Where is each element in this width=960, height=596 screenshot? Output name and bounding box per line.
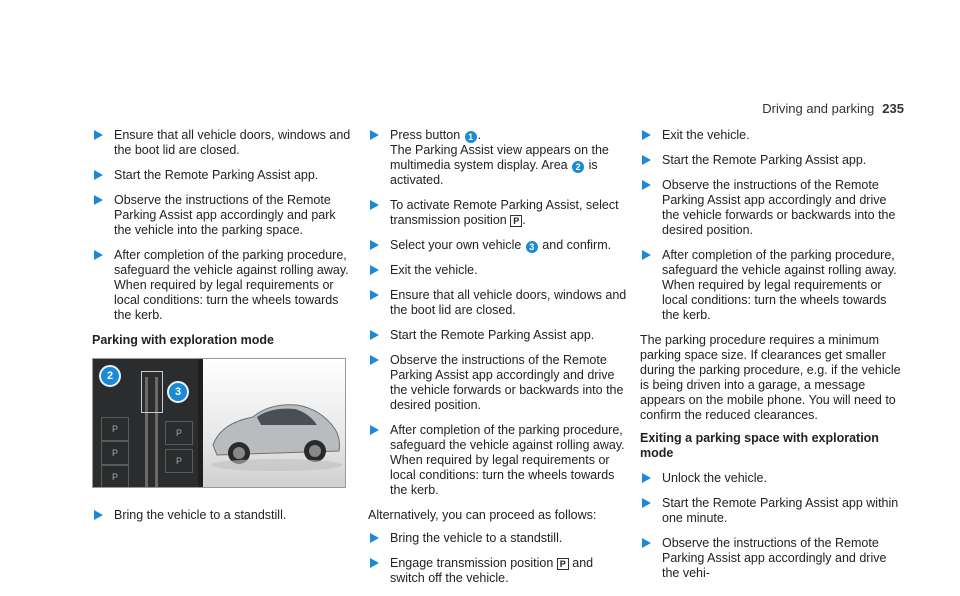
parking-slot: P bbox=[101, 441, 129, 465]
step-item: After completion of the parking procedure, safeguard the vehicle against rolling away. When required by legal requirements or local conditions: turn the wheels towards the kerb. bbox=[92, 248, 354, 323]
step-arrow-icon bbox=[642, 130, 651, 140]
parking-assist-figure bbox=[92, 358, 346, 488]
column-3 bbox=[640, 128, 902, 591]
step-arrow-icon bbox=[370, 200, 379, 210]
step-arrow-icon bbox=[94, 510, 103, 520]
callout-badge-2: 2 bbox=[99, 365, 121, 387]
step-arrow-icon bbox=[370, 130, 379, 140]
step-item: After completion of the parking procedure, safeguard the vehicle against rolling away. When required by legal requirements or local conditions: turn the wheels towards the kerb. bbox=[368, 423, 630, 498]
step-item: Exit the vehicle. bbox=[368, 263, 630, 278]
step-arrow-icon bbox=[370, 355, 379, 365]
paragraph: The parking procedure requires a minimum parking space size. If clearances get smaller during the parking procedure, e.g. if the vehicle is being driven into a garage, a message appears on the mobile phone. You will need to confirm the reduced clearances. bbox=[640, 333, 901, 422]
parking-slot: P bbox=[101, 465, 129, 488]
step-arrow-icon bbox=[94, 250, 103, 260]
step-item: Start the Remote Parking Assist app. bbox=[640, 153, 902, 168]
step-arrow-icon bbox=[642, 498, 651, 508]
park-position-icon: P bbox=[557, 558, 569, 570]
parking-slot: P bbox=[165, 449, 193, 473]
step-arrow-icon bbox=[370, 425, 379, 435]
step-item: Observe the instructions of the Remote Parking Assist app accordingly and park the vehicle into the parking space. bbox=[92, 193, 354, 238]
step-item: Observe the instructions of the Remote Parking Assist app accordingly and drive the vehicle forwards or backwards into the desired position. bbox=[368, 353, 630, 413]
step-arrow-icon bbox=[642, 473, 651, 483]
car-icon bbox=[203, 359, 345, 487]
callout-badge-2: 2 bbox=[572, 161, 584, 173]
page-number: 235 bbox=[882, 101, 904, 116]
paragraph: Alternatively, you can proceed as follows: bbox=[368, 508, 597, 522]
step-arrow-icon bbox=[370, 290, 379, 300]
step-item: Engage transmission position P and switch off the vehicle. bbox=[368, 556, 630, 586]
section-heading: Exiting a parking space with exploration mode bbox=[640, 431, 879, 460]
step-arrow-icon bbox=[370, 240, 379, 250]
section-heading: Parking with exploration mode bbox=[92, 333, 274, 347]
step-item: Bring the vehicle to a standstill. bbox=[92, 508, 354, 523]
parking-slot: P bbox=[165, 421, 193, 445]
step-item: Exit the vehicle. bbox=[640, 128, 902, 143]
step-item: Start the Remote Parking Assist app within one minute. bbox=[640, 496, 902, 526]
column-1 bbox=[92, 128, 354, 533]
step-arrow-icon bbox=[642, 250, 651, 260]
page-header bbox=[762, 101, 904, 116]
step-item: Start the Remote Parking Assist app. bbox=[368, 328, 630, 343]
parking-display-panel bbox=[93, 359, 198, 487]
step-arrow-icon bbox=[94, 170, 103, 180]
step-item: Bring the vehicle to a standstill. bbox=[368, 531, 630, 546]
step-item: To activate Remote Parking Assist, select transmission position P . bbox=[368, 198, 630, 228]
callout-badge-1: 1 bbox=[465, 131, 477, 143]
vehicle-image-panel bbox=[203, 359, 345, 487]
step-arrow-icon bbox=[370, 558, 379, 568]
step-item: After completion of the parking procedure, safeguard the vehicle against rolling away. When required by legal requirements or local conditions: turn the wheels towards the kerb. bbox=[640, 248, 902, 323]
step-arrow-icon bbox=[642, 538, 651, 548]
step-arrow-icon bbox=[642, 155, 651, 165]
section-title: Driving and parking bbox=[762, 101, 875, 116]
callout-badge-3: 3 bbox=[526, 241, 538, 253]
callout-badge-3: 3 bbox=[167, 381, 189, 403]
step-item: Ensure that all vehicle doors, windows and the boot lid are closed. bbox=[92, 128, 354, 158]
park-position-icon: P bbox=[510, 215, 522, 227]
step-arrow-icon bbox=[94, 195, 103, 205]
step-item: Select your own vehicle 3 and confirm. bbox=[368, 238, 630, 253]
step-item: Press button 1 . The Parking Assist view appears on the multimedia system display. Area 2 is activated. bbox=[368, 128, 630, 188]
step-item: Observe the instructions of the Remote Parking Assist app accordingly and drive the vehicle forwards or backwards into the desired position. bbox=[640, 178, 902, 238]
own-vehicle-icon bbox=[141, 371, 163, 413]
step-arrow-icon bbox=[370, 533, 379, 543]
step-arrow-icon bbox=[370, 265, 379, 275]
step-arrow-icon bbox=[642, 180, 651, 190]
parking-slot: P bbox=[101, 417, 129, 441]
step-item: Observe the instructions of the Remote Parking Assist app accordingly and drive the vehi- bbox=[640, 536, 902, 581]
step-arrow-icon bbox=[370, 330, 379, 340]
column-2 bbox=[368, 128, 630, 596]
step-item: Start the Remote Parking Assist app. bbox=[92, 168, 354, 183]
step-item: Ensure that all vehicle doors, windows and the boot lid are closed. bbox=[368, 288, 630, 318]
step-item: Unlock the vehicle. bbox=[640, 471, 902, 486]
step-arrow-icon bbox=[94, 130, 103, 140]
